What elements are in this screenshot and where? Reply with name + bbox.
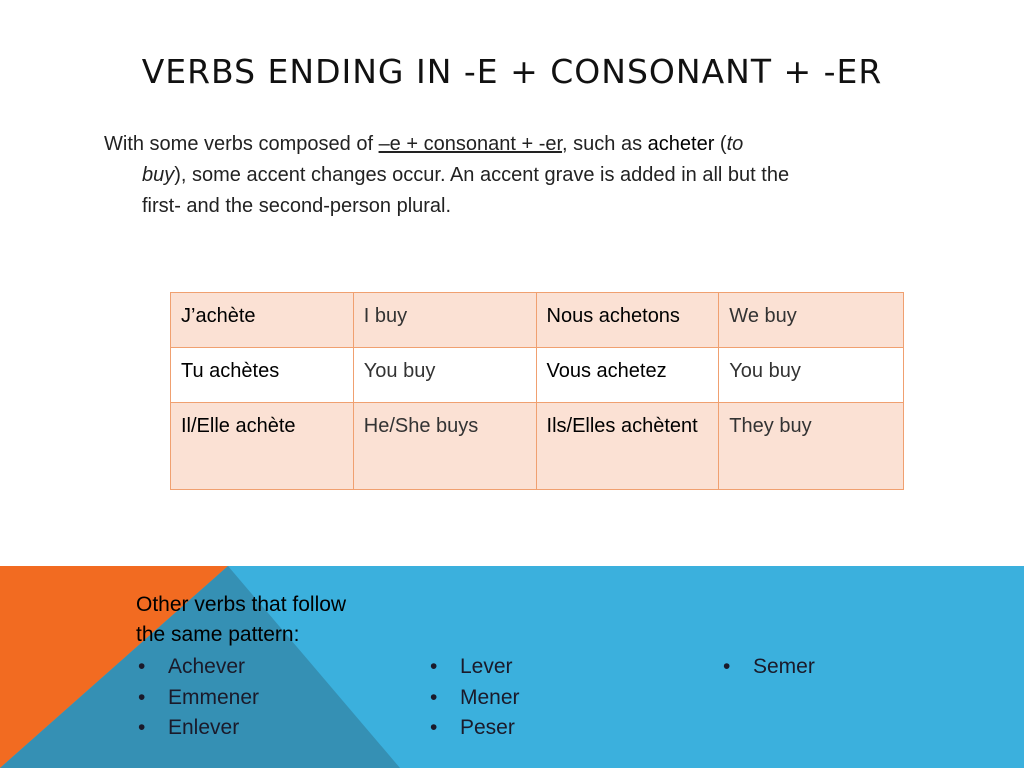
verb-label: Lever <box>460 655 513 678</box>
bullet: • <box>138 685 146 709</box>
intro-line-3 <box>104 191 944 222</box>
table-cell-verb: Tu achètes <box>171 348 354 403</box>
table-cell-translation: We buy <box>719 293 904 348</box>
conjugation-table <box>170 292 904 490</box>
verb-label: Achever <box>168 655 246 678</box>
intro-text-4: first- and the second-person plural. <box>142 195 452 217</box>
intro-translation-b: buy <box>142 164 175 186</box>
list-item <box>721 652 815 683</box>
table-cell-translation: I buy <box>353 293 536 348</box>
table-cell-translation: You buy <box>353 348 536 403</box>
table-row <box>171 293 904 348</box>
list-item <box>136 683 259 714</box>
verb-label: Emmener <box>168 685 260 709</box>
table-cell-verb: Il/Elle achète <box>171 403 354 490</box>
table-cell-verb: Nous achetons <box>536 293 719 348</box>
list-item <box>136 652 259 683</box>
table-row <box>171 403 904 490</box>
bullet: • <box>430 685 438 709</box>
table-cell-translation: They buy <box>719 403 904 490</box>
intro-example-verb: acheter <box>647 133 715 155</box>
verb-label: Peser <box>460 716 515 739</box>
verb-label: Mener <box>460 685 520 709</box>
intro-text-2: , such as <box>562 133 648 155</box>
intro-line-2 <box>104 160 944 191</box>
verb-label: Enlever <box>168 716 240 739</box>
intro-pattern: –e + consonant + -er <box>378 133 563 155</box>
verb-list-column-1 <box>136 652 259 744</box>
list-item <box>428 713 520 744</box>
table-cell-verb: Ils/Elles achètent <box>536 403 719 490</box>
bullet: • <box>430 655 438 678</box>
table-row <box>171 348 904 403</box>
list-item <box>428 652 520 683</box>
intro-text-1: With some verbs composed of <box>104 133 379 155</box>
intro-text-3: ), some accent changes occur. An accent grave is added in all but the <box>174 164 790 186</box>
bullet: • <box>138 716 146 739</box>
table-cell-verb: J’achète <box>171 293 354 348</box>
table-cell-translation: He/She buys <box>353 403 536 490</box>
intro-paragraph <box>104 129 944 222</box>
verb-label: Semer <box>753 655 815 678</box>
bullet: • <box>138 655 146 678</box>
heading-line-2: the same pattern: <box>136 623 300 646</box>
slide-title: VERBS ENDING IN -E + CONSONANT + -ER <box>141 52 883 91</box>
table-cell-verb: Vous achetez <box>536 348 719 403</box>
intro-paren-open: ( <box>714 133 727 155</box>
other-verbs-heading <box>136 590 396 650</box>
bullet: • <box>430 716 438 739</box>
table-cell-translation: You buy <box>719 348 904 403</box>
verb-list-column-3 <box>721 652 815 683</box>
verb-list-column-2 <box>428 652 520 744</box>
intro-translation-a: to <box>726 133 744 155</box>
heading-line-1: Other verbs that follow <box>136 593 347 616</box>
bullet: • <box>723 655 731 678</box>
list-item <box>136 713 259 744</box>
list-item <box>428 683 520 714</box>
